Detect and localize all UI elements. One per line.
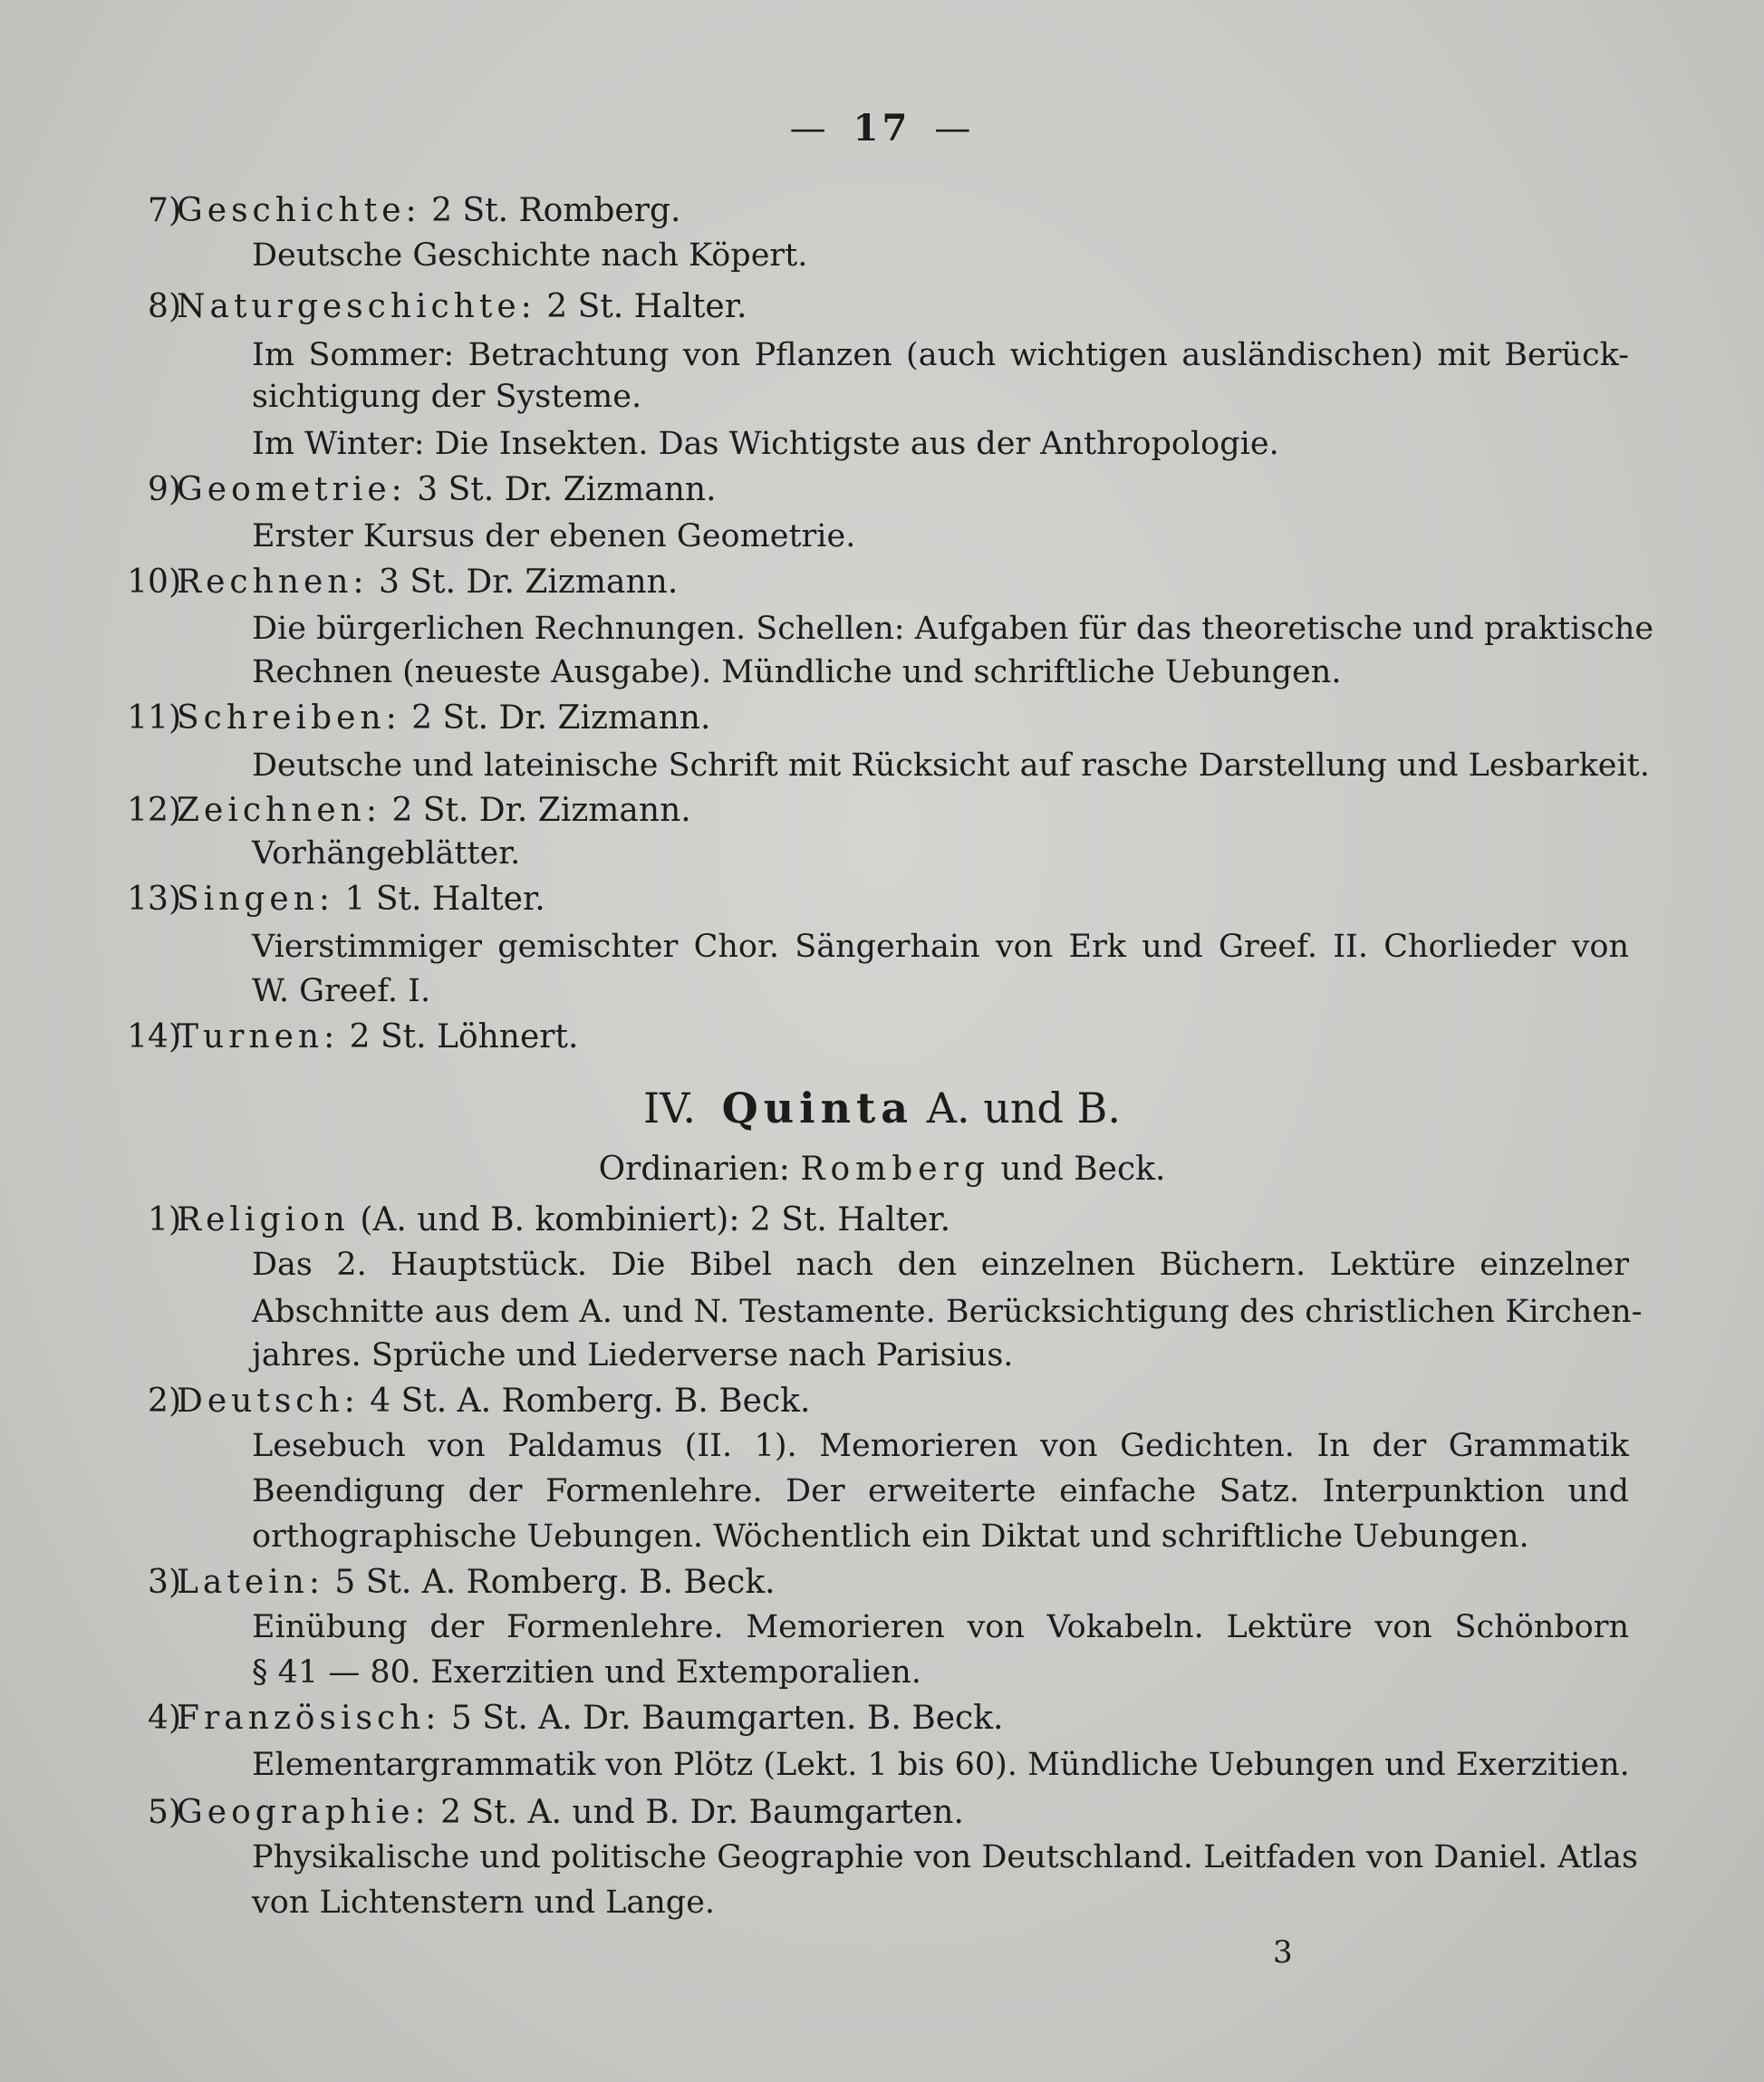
entry-details: 3 St. Dr. Zizmann. xyxy=(417,471,717,508)
ordinarien-label: Ordinarien: xyxy=(598,1151,790,1188)
entry-text-line: Rechnen (neueste Ausgabe). Mündliche und schriftliche Uebungen. xyxy=(252,654,1342,690)
entry-text-line: Beendigung der Formenlehre. Der erweiterte einfache Satz. Interpunktion und xyxy=(252,1473,1629,1509)
entry-text-line: § 41 — 80. Exerzitien und Extemporalien. xyxy=(252,1654,921,1691)
entry-number: 7) xyxy=(148,192,181,229)
entry-subject: Französisch: xyxy=(177,1700,441,1737)
entry-number: 9) xyxy=(148,471,181,508)
entry-number: 1) xyxy=(148,1201,181,1239)
entry-number: 12) xyxy=(127,792,181,829)
entry-heading xyxy=(177,1700,1003,1737)
entry-details: 2 St. Dr. Zizmann. xyxy=(411,699,711,737)
entry-number: 3) xyxy=(148,1564,181,1601)
section-suffix: A. und B. xyxy=(926,1084,1121,1133)
entry-number: 14) xyxy=(127,1018,181,1055)
ordinarien-and: und xyxy=(1000,1151,1064,1188)
entry-subject: Geometrie: xyxy=(177,471,407,508)
entry-text-line: sichtigung der Systeme. xyxy=(252,379,642,415)
entry-heading xyxy=(177,1201,950,1239)
entry-details: 2 St. Löhnert. xyxy=(349,1018,579,1055)
entry-heading xyxy=(177,1564,776,1601)
sheet-signature-mark: 3 xyxy=(1273,1934,1293,1971)
entry-text-line: Vorhängeblätter. xyxy=(252,835,521,872)
ordinarien-name-2: Beck. xyxy=(1074,1151,1166,1188)
entry-details: 2 St. Dr. Zizmann. xyxy=(391,792,691,829)
entry-number: 4) xyxy=(148,1700,181,1737)
entry-heading xyxy=(177,288,747,325)
section-title xyxy=(0,1084,1764,1133)
entry-heading xyxy=(177,881,545,918)
entry-details: 2 St. Halter. xyxy=(546,288,747,325)
entry-details: 1 St. Halter. xyxy=(344,881,545,918)
entry-number: 11) xyxy=(127,699,181,737)
entry-subject: Latein: xyxy=(177,1564,324,1601)
entry-details: 2 St. A. und B. Dr. Baumgarten. xyxy=(440,1794,964,1831)
ordinarien-name-1: Romberg xyxy=(800,1151,990,1188)
page-number-value: 17 xyxy=(853,107,911,149)
entry-text-line: Im Sommer: Betrachtung von Pflanzen (auch wichtigen ausländischen) mit Berück- xyxy=(252,337,1629,373)
entry-details: 3 St. Dr. Zizmann. xyxy=(379,564,679,601)
entry-heading xyxy=(177,564,678,601)
entry-subject: Schreiben: xyxy=(177,699,401,737)
entry-text-line: Deutsche Geschichte nach Köpert. xyxy=(252,237,808,274)
entry-text-line: orthographische Uebungen. Wöchentlich ein Diktat und schriftliche Uebungen. xyxy=(252,1518,1529,1555)
entry-text-line: Im Winter: Die Insekten. Das Wichtigste aus der Anthropologie. xyxy=(252,426,1279,462)
page-number-dash-left: — xyxy=(789,108,830,149)
entry-details: 5 St. A. Dr. Baumgarten. B. Beck. xyxy=(450,1700,1004,1737)
entry-heading xyxy=(177,699,710,737)
entry-text-line: Vierstimmiger gemischter Chor. Sängerhain von Erk und Greef. II. Chorlieder von xyxy=(252,929,1629,965)
entry-subject: Rechnen: xyxy=(177,564,369,601)
section-name: Quinta xyxy=(721,1084,914,1133)
entry-heading xyxy=(177,1018,578,1055)
section-ordinarien xyxy=(0,1151,1764,1188)
entry-text-line: Physikalische und politische Geographie von Deutschland. Leitfaden von Daniel. Atlas xyxy=(252,1839,1638,1875)
entry-heading xyxy=(177,792,691,829)
entry-heading xyxy=(177,1383,810,1420)
entry-subject: Singen: xyxy=(177,881,335,918)
entry-details: 4 St. A. Romberg. B. Beck. xyxy=(370,1383,811,1420)
entry-details: 2 St. Romberg. xyxy=(431,192,681,229)
entry-subject: Religion xyxy=(177,1201,350,1239)
entry-heading xyxy=(177,192,680,229)
entry-text-line: Einübung der Formenlehre. Memorieren von Vokabeln. Lektüre von Schönborn xyxy=(252,1609,1629,1645)
entry-number: 8) xyxy=(148,288,181,325)
entry-text-line: Erster Kursus der ebenen Geometrie. xyxy=(252,518,856,554)
page-number xyxy=(0,107,1764,149)
entry-text-line: Deutsche und lateinische Schrift mit Rücksicht auf rasche Darstellung und Lesbarkeit. xyxy=(252,747,1650,784)
page-number-dash-right: — xyxy=(934,108,975,149)
section-roman: IV. xyxy=(643,1084,696,1133)
entry-subject: Naturgeschichte: xyxy=(177,288,536,325)
entry-number: 10) xyxy=(127,564,181,601)
entry-text-line: Die bürgerlichen Rechnungen. Schellen: Aufgaben für das theoretische und praktische xyxy=(252,611,1654,647)
entry-text-line: W. Greef. I. xyxy=(252,973,431,1009)
entry-subject: Geographie: xyxy=(177,1794,430,1831)
entry-subject: Turnen: xyxy=(177,1018,340,1055)
entry-text-line: von Lichtenstern und Lange. xyxy=(252,1884,716,1921)
entry-number: 2) xyxy=(148,1383,181,1420)
entry-heading xyxy=(177,471,717,508)
entry-text-line: jahres. Sprüche und Liederverse nach Parisius. xyxy=(252,1337,1014,1374)
entry-subject: Deutsch: xyxy=(177,1383,360,1420)
entry-text-line: Elementargrammatik von Plötz (Lekt. 1 bis 60). Mündliche Uebungen und Exerzitien. xyxy=(252,1747,1630,1783)
entry-text-line: Lesebuch von Paldamus (II. 1). Memorieren von Gedichten. In der Grammatik xyxy=(252,1428,1629,1464)
entry-text-line: Abschnitte aus dem A. und N. Testamente. Berücksichtigung des christlichen Kirchen- xyxy=(252,1294,1643,1330)
entry-text-line: Das 2. Hauptstück. Die Bibel nach den einzelnen Büchern. Lektüre einzelner xyxy=(252,1247,1629,1283)
entry-subject: Geschichte: xyxy=(177,192,421,229)
entry-number: 13) xyxy=(127,881,181,918)
entry-details: (A. und B. kombiniert): 2 St. Halter. xyxy=(360,1201,951,1239)
entry-number: 5) xyxy=(148,1794,181,1831)
entry-heading xyxy=(177,1794,964,1831)
entry-details: 5 St. A. Romberg. B. Beck. xyxy=(334,1564,776,1601)
entry-subject: Zeichnen: xyxy=(177,792,381,829)
